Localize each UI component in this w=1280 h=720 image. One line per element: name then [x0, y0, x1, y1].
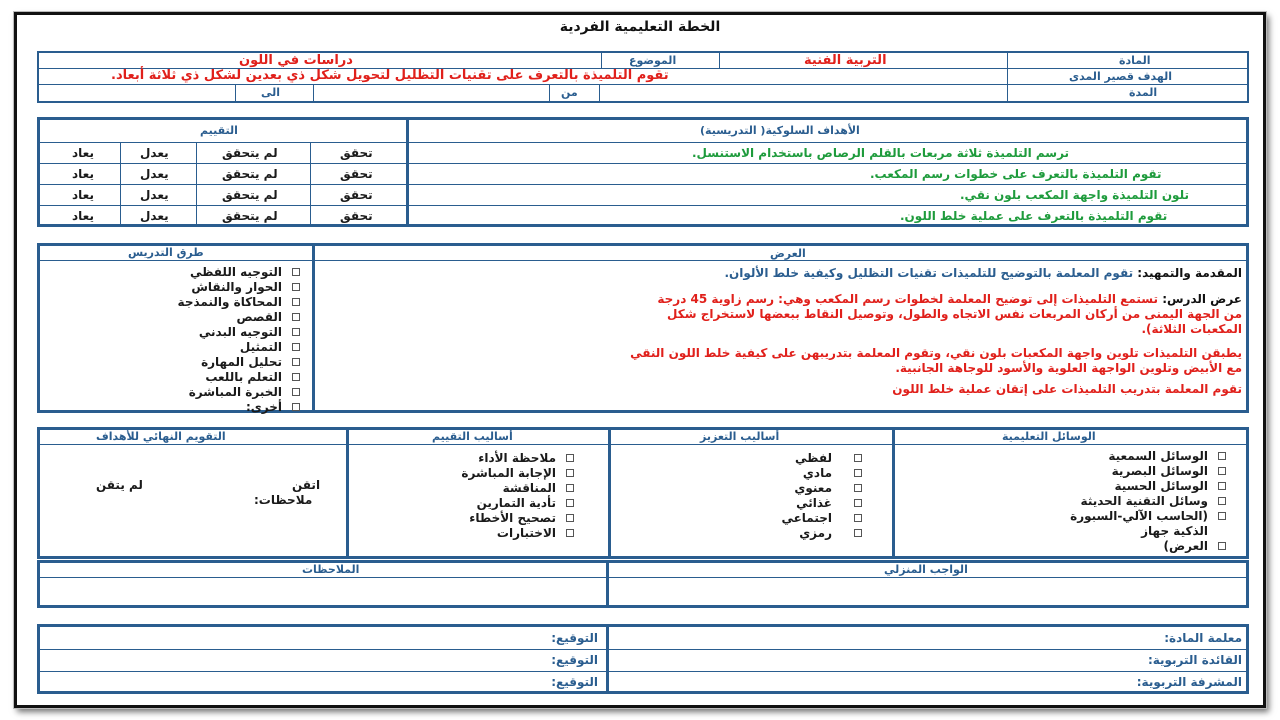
subject-value: التربية الفنية — [804, 53, 887, 68]
assessment-item[interactable]: تأدية التمارين — [461, 495, 574, 510]
signature-role: المشرفة التربوية: — [1136, 675, 1242, 689]
apply-text-1: يطبقن التلميذات تلوين واجهة المكعبات بلون نقي، وتقوم المعلمة بتدريبهن على كيفية خلط اللون النقي — [630, 346, 1242, 360]
signatures-section — [37, 624, 1249, 694]
reinforcement-header: أساليب التعزيز — [700, 430, 780, 443]
eval-modify[interactable]: يعدل — [140, 167, 169, 181]
checkbox[interactable] — [854, 529, 862, 537]
assessment-item[interactable]: المناقشة — [461, 480, 574, 495]
eval-not-achieved[interactable]: لم يتحقق — [222, 209, 278, 223]
plan-sheet — [14, 12, 1266, 708]
eval-achieved[interactable]: تحقق — [340, 188, 373, 202]
to-label: الى — [261, 86, 281, 99]
eval-not-achieved[interactable]: لم يتحقق — [222, 146, 278, 160]
tool-item[interactable]: الوسائل البصرية — [1070, 463, 1226, 478]
teaching-methods-list — [178, 264, 300, 414]
eval-achieved[interactable]: تحقق — [340, 167, 373, 181]
presentation-section — [37, 243, 1249, 413]
checkbox[interactable] — [854, 454, 862, 462]
checkbox[interactable] — [1218, 542, 1226, 550]
eval-not-achieved[interactable]: لم يتحقق — [222, 188, 278, 202]
reinforcement-list — [781, 450, 862, 540]
eval-repeat[interactable]: يعاد — [72, 167, 94, 181]
assessment-item[interactable]: الإجابة المباشرة — [461, 465, 574, 480]
checkbox[interactable] — [292, 403, 300, 411]
checkbox[interactable] — [566, 529, 574, 537]
checkbox[interactable] — [1218, 452, 1226, 460]
objective-item: تقوم التلميذة بالتعرف على عملية خلط اللون. — [900, 209, 1168, 223]
signature-role: معلمة المادة: — [1164, 631, 1242, 645]
final-eval-header: التقويم النهائي للأهداف — [96, 430, 226, 443]
tool-item-continued: الذكية جهاز — [1141, 523, 1208, 538]
tool-item[interactable]: (الحاسب الآلي-السبورة — [1070, 508, 1226, 523]
checkbox[interactable] — [292, 268, 300, 276]
notes-header: الملاحظات — [302, 563, 360, 576]
method-item[interactable]: القصص — [178, 309, 300, 324]
assessment-item[interactable]: الاختبارات — [461, 525, 574, 540]
signature-label: التوقيع: — [551, 675, 598, 689]
checkbox[interactable] — [566, 469, 574, 477]
signature-role: القائدة التربوية: — [1147, 653, 1242, 667]
checkbox[interactable] — [854, 469, 862, 477]
objective-item: تلون التلميذة واجهة المكعب بلون نقي. — [960, 188, 1189, 202]
checkbox[interactable] — [854, 514, 862, 522]
checkbox[interactable] — [292, 313, 300, 321]
checkbox[interactable] — [292, 283, 300, 291]
teaching-methods-header: طرق التدريس — [128, 246, 204, 259]
eval-modify[interactable]: يعدل — [140, 209, 169, 223]
eval-repeat[interactable]: يعاد — [72, 188, 94, 202]
method-item[interactable]: التمثيل — [178, 339, 300, 354]
method-item[interactable]: الحوار والنقاش — [178, 279, 300, 294]
presentation-header: العرض — [770, 247, 806, 260]
checkbox[interactable] — [292, 373, 300, 381]
signature-label: التوقيع: — [551, 653, 598, 667]
evaluation-header: التقييم — [200, 124, 238, 137]
checkbox[interactable] — [1218, 512, 1226, 520]
checkbox[interactable] — [566, 454, 574, 462]
checkbox[interactable] — [854, 484, 862, 492]
lesson-text-2: من الجهة اليمنى من أركان المربعات نفس الاتجاه والطول، وتوصيل النقاط ببعضها لاستخراج شكل — [667, 307, 1242, 321]
tools-header: الوسائل التعليمية — [1002, 430, 1096, 443]
checkbox[interactable] — [292, 343, 300, 351]
assessment-header: أساليب التقييم — [432, 430, 513, 443]
apply-text-2: مع الأبيض وتلوين الواجهة العلوية والأسود للوجاهة الجانبية. — [895, 361, 1242, 375]
homework-section — [37, 560, 1249, 608]
objective-item: تقوم التلميذة بالتعرف على خطوات رسم المكعب. — [870, 167, 1162, 181]
info-section — [37, 51, 1249, 103]
topic-value: دراسات في اللون — [239, 53, 353, 68]
intro-text: تقوم المعلمة بالتوضيح للتلميذات تقنيات التظليل وكيفية خلط الألوان. — [724, 266, 1134, 280]
method-item[interactable]: التوجيه اللفظي — [178, 264, 300, 279]
not-mastered-label[interactable]: لم يتقن — [96, 478, 143, 492]
checkbox[interactable] — [292, 298, 300, 306]
tool-item[interactable]: وسائل التقنية الحديثة — [1070, 493, 1226, 508]
objectives-section — [37, 117, 1249, 227]
eval-achieved[interactable]: تحقق — [340, 209, 373, 223]
lesson-text-3: المكعبات الثلاثة). — [1141, 322, 1242, 336]
tools-list — [1070, 448, 1226, 553]
method-item[interactable]: المحاكاة والنمذجة — [178, 294, 300, 309]
reinforcement-item[interactable]: غذائي — [781, 495, 862, 510]
checkbox[interactable] — [1218, 497, 1226, 505]
checkbox[interactable] — [292, 388, 300, 396]
lesson-label: عرض الدرس: — [1162, 292, 1242, 306]
homework-header: الواجب المنزلي — [884, 563, 968, 576]
checkbox[interactable] — [566, 514, 574, 522]
objectives-header: الأهداف السلوكية( التدريسية) — [700, 124, 860, 137]
eval-repeat[interactable]: يعاد — [72, 209, 94, 223]
eval-modify[interactable]: يعدل — [140, 146, 169, 160]
page-title: الخطة التعليمية الفردية — [559, 19, 721, 35]
eval-repeat[interactable]: يعاد — [72, 146, 94, 160]
checkbox[interactable] — [292, 328, 300, 336]
eval-achieved[interactable]: تحقق — [340, 146, 373, 160]
method-item[interactable]: أخرى: — [178, 399, 300, 414]
signature-label: التوقيع: — [551, 631, 598, 645]
checkbox[interactable] — [854, 499, 862, 507]
from-label: من — [561, 86, 578, 99]
closing-text: تقوم المعلمة بتدريب التلميذات على إتقان عملية خلط اللون — [892, 382, 1242, 396]
intro-label: المقدمة والتمهيد: — [1137, 266, 1242, 280]
reinforcement-item[interactable]: معنوي — [781, 480, 862, 495]
checkbox[interactable] — [292, 358, 300, 366]
objective-item: ترسم التلميذة ثلاثة مربعات بالقلم الرصاص باستخدام الاستنسل. — [692, 146, 1070, 160]
eval-modify[interactable]: يعدل — [140, 188, 169, 202]
goal-label: الهدف قصير المدى — [1069, 70, 1173, 83]
reinforcement-item[interactable]: مادي — [781, 465, 862, 480]
tool-item-continued: العرض) — [1070, 538, 1226, 553]
eval-not-achieved[interactable]: لم يتحقق — [222, 167, 278, 181]
lesson-line-1 — [657, 292, 1242, 306]
methods-section — [37, 427, 1249, 559]
checkbox[interactable] — [1218, 482, 1226, 490]
goal-value: تقوم التلميذة بالتعرف على تقنيات التظليل لتحويل شكل ذي بعدين لشكل ذي ثلاثة أبعاد. — [111, 68, 669, 83]
lesson-text-1: تستمع التلميذات إلى توضيح المعلمة لخطوات رسم المكعب وهي: رسم زاوية 45 درجة — [657, 292, 1158, 306]
method-item[interactable]: الخبرة المباشرة — [178, 384, 300, 399]
reinforcement-item[interactable]: رمزي — [781, 525, 862, 540]
intro-line — [724, 266, 1242, 280]
subject-label: المادة — [1119, 54, 1151, 67]
tool-item[interactable]: الوسائل الحسية — [1070, 478, 1226, 493]
method-item[interactable]: التوجيه البدني — [178, 324, 300, 339]
reinforcement-item[interactable]: لفظي — [781, 450, 862, 465]
checkbox[interactable] — [1218, 467, 1226, 475]
topic-label: الموضوع — [629, 54, 677, 67]
final-notes-label: ملاحظات: — [254, 493, 313, 507]
tool-item[interactable]: الوسائل السمعية — [1070, 448, 1226, 463]
mastered-label[interactable]: اتقن — [292, 478, 321, 492]
checkbox[interactable] — [566, 499, 574, 507]
checkbox[interactable] — [566, 484, 574, 492]
assessment-list — [461, 450, 574, 540]
assessment-item[interactable]: تصحيح الأخطاء — [461, 510, 574, 525]
reinforcement-item[interactable]: اجتماعي — [781, 510, 862, 525]
method-item[interactable]: التعلم باللعب — [178, 369, 300, 384]
method-item[interactable]: تحليل المهارة — [178, 354, 300, 369]
assessment-item[interactable]: ملاحظة الأداء — [461, 450, 574, 465]
duration-label: المدة — [1129, 86, 1158, 99]
